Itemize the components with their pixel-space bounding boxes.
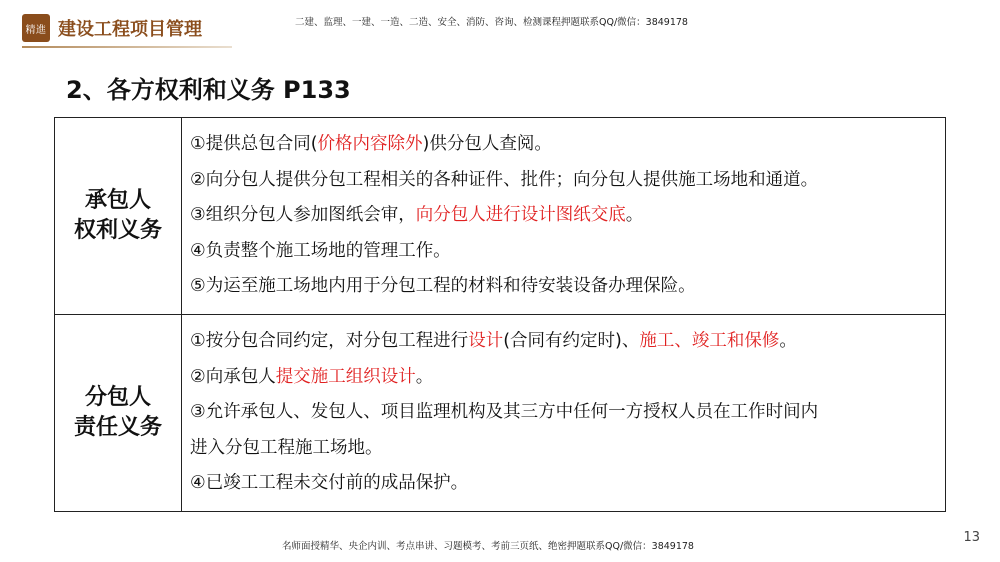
list-item [190,269,945,305]
rights-duties-table [54,117,946,512]
row-label-line: 承包人 [84,188,151,213]
list-item [190,431,945,467]
table-row [55,118,946,315]
highlighted-text: 提交施工组织设计 [275,366,416,387]
slide-title: 2、各方权利和义务 P133 [66,76,351,104]
text-segment: 进入分包工程施工场地。 [190,437,383,458]
list-item [190,198,945,234]
highlighted-text: 施工、竣工和保修 [639,331,780,352]
brand-header [22,14,202,42]
highlighted-text: 设计 [468,331,504,352]
text-segment: ④负责整个施工场地的管理工作。 [190,240,451,261]
text-segment: )供分包人查阅。 [422,134,552,155]
text-segment: (合同有约定时)、 [503,331,640,352]
top-contact-note: 二建、监理、一建、一造、二造、安全、消防、咨询、检测课程押题联系QQ/微信：3849178 [295,17,688,28]
text-segment: ①提供总包合同( [190,134,318,155]
header-divider [22,46,232,48]
text-segment: ③允许承包人、发包人、项目监理机构及其三方中任何一方授权人员在工作时间内 [190,402,819,423]
table-row [55,315,946,512]
page-number: 13 [963,530,980,545]
list-item [190,234,945,270]
highlighted-text: 价格内容除外 [317,134,423,155]
row-label-line: 责任义务 [73,415,162,440]
row-content [182,118,946,315]
row-label [55,315,182,512]
row-label [55,118,182,315]
highlighted-text: 向分包人进行设计图纸交底 [415,205,626,226]
text-segment: ③组织分包人参加图纸会审， [190,205,416,226]
text-segment: ②向承包人 [190,366,276,387]
course-title: 建设工程项目管理 [58,19,202,40]
text-segment: ②向分包人提供分包工程相关的各种证件、批件；向分包人提供施工场地和通道。 [190,169,819,190]
list-item [190,324,945,360]
brand-logo: 精進 [22,14,50,42]
footer-contact-note: 名师面授精华、央企内训、考点串讲、习题模考、考前三页纸、绝密押题联系QQ/微信：3849178 [282,541,694,552]
row-label-line: 分包人 [84,385,151,410]
text-segment: ①按分包合同约定，对分包工程进行 [190,331,469,352]
text-segment: ④已竣工工程未交付前的成品保护。 [190,473,469,494]
text-segment: 。 [625,205,644,226]
text-segment: 。 [779,331,797,352]
text-segment: ⑤为运至施工场地内用于分包工程的材料和待安装设备办理保险。 [190,276,696,297]
list-item [190,127,945,163]
list-item [190,395,945,431]
row-content [182,315,946,512]
row-label-line: 权利义务 [73,218,162,243]
list-item [190,163,945,199]
text-segment: 。 [415,366,434,387]
list-item [190,360,945,396]
list-item [190,466,945,502]
